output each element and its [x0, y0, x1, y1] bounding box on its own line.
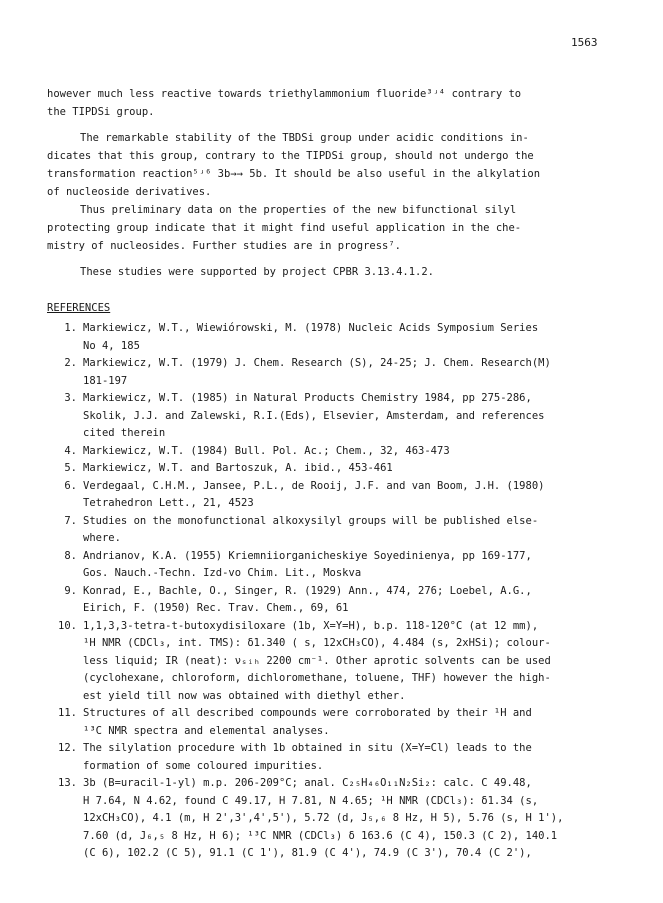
reference-line: Konrad, E., Bachle, O., Singer, R. (1929) Ann., 474, 276; Loebel, A.G.,: [83, 584, 532, 597]
reference-line: (C 6), 102.2 (C 5), 91.1 (C 1'), 81.9 (C 4'), 74.9 (C 3'), 70.4 (C 2'),: [83, 847, 532, 859]
reference-item: [47, 390, 607, 443]
reference-number: 5.: [64, 462, 77, 474]
text-line: protecting group indicate that it might find useful application in the che-: [47, 222, 522, 234]
reference-item: [47, 618, 607, 706]
reference-line: Markiewicz, W.T. (1979) J. Chem. Research (S), 24-25; J. Chem. Research(M): [83, 357, 551, 369]
reference-line: 181-197: [83, 374, 128, 387]
reference-line: Markiewicz, W.T. and Bartoszuk, A. ibid., 453-461: [83, 462, 393, 474]
paragraph-3: [47, 201, 607, 255]
reference-item: [47, 705, 607, 740]
reference-item: [47, 775, 607, 863]
reference-number: 1.: [64, 322, 77, 334]
reference-line: Tetrahedron Lett., 21, 4523: [83, 497, 254, 509]
reference-item: [47, 355, 607, 390]
reference-item: [47, 513, 607, 548]
reference-line: Studies on the monofunctional alkoxysilyl groups will be published else-: [83, 514, 539, 527]
reference-item: [47, 443, 607, 461]
reference-line: H 7.64, N 4.62, found C 49.17, H 7.81, N 4.65; ¹H NMR (CDCl₃): δ1.34 (s,: [83, 794, 539, 807]
paragraph-2: [47, 129, 607, 201]
reference-line: The silylation procedure with 1b obtained in situ (X=Y=Cl) leads to the: [83, 742, 532, 754]
reference-number: 4.: [64, 444, 77, 457]
reference-line: less liquid; IR (neat): νₛᵢₕ 2200 cm⁻¹. Other aprotic solvents can be used: [83, 654, 551, 667]
references-heading: REFERENCES: [47, 302, 111, 314]
reference-number: 6.: [64, 479, 77, 492]
reference-line: Markiewicz, W.T. (1985) in Natural Products Chemistry 1984, pp 275-286,: [83, 392, 532, 404]
reference-line: Markiewicz, W.T., Wiewiórowski, M. (1978) Nucleic Acids Symposium Series: [83, 322, 539, 334]
reference-line: 1,1,3,3-tetra-t-butoxydisiloxare (1b, X=Y=H), b.p. 118-120°C (at 12 mm),: [83, 619, 539, 632]
text-line: however much less reactive towards triethylammonium fluoride³ʴ⁴ contrary to: [47, 88, 522, 100]
reference-item: [47, 320, 607, 355]
text-line: mistry of nucleosides. Further studies are in progress⁷.: [47, 240, 402, 252]
text-line: transformation reaction⁵ʴ⁶ 3b→→ 5b. It should be also useful in the alkylation: [47, 168, 541, 180]
reference-number: 12.: [58, 742, 77, 754]
reference-number: 8.: [64, 549, 77, 562]
text-line: the TIPDSi group.: [47, 106, 155, 118]
reference-line: 12xCH₃CO), 4.1 (m, H 2',3',4',5'), 5.72 (d, J₅,₆ 8 Hz, H 5), 5.76 (s, H 1'),: [83, 812, 564, 824]
reference-number: 7.: [64, 514, 77, 527]
reference-item: [47, 460, 607, 478]
text-line: of nucleoside derivatives.: [47, 186, 212, 198]
reference-number: 10.: [58, 619, 77, 632]
reference-line: cited therein: [83, 427, 166, 439]
reference-list: [47, 320, 607, 863]
page-number: 1563: [571, 36, 598, 49]
reference-line: formation of some coloured impurities.: [83, 759, 324, 772]
reference-item: [47, 548, 607, 583]
paragraph-4: [47, 263, 607, 281]
reference-line: ¹³C NMR spectra and elemental analyses.: [83, 724, 330, 737]
body-text: [47, 85, 607, 863]
text-line: These studies were supported by project CPBR 3.13.4.1.2.: [80, 266, 435, 278]
reference-number: 3.: [64, 392, 77, 404]
reference-number: 11.: [58, 707, 77, 719]
reference-number: 13.: [58, 777, 77, 789]
reference-item: [47, 740, 607, 775]
reference-number: 2.: [64, 357, 77, 369]
reference-item: [47, 583, 607, 618]
text-line: dicates that this group, contrary to the TIPDSi group, should not undergo the: [47, 150, 534, 162]
reference-line: Skolik, J.J. and Zalewski, R.I.(Eds), Elsevier, Amsterdam, and references: [83, 409, 545, 422]
reference-line: (cyclohexane, chloroform, dichloromethane, toluene, THF) however the high-: [83, 672, 551, 684]
reference-line: Gos. Nauch.-Techn. Izd-vo Chim. Lit., Moskva: [83, 567, 362, 579]
reference-line: Eirich, F. (1950) Rec. Trav. Chem., 69, 61: [83, 602, 349, 614]
reference-line: 7.60 (d, J₆,₅ 8 Hz, H 6); ¹³C NMR (CDCl₃) δ 163.6 (C 4), 150.3 (C 2), 140.1: [83, 829, 558, 842]
reference-line: Verdegaal, C.H.M., Jansee, P.L., de Rooij, J.F. and van Boom, J.H. (1980): [83, 479, 545, 492]
reference-line: 3b (B=uracil-1-yl) m.p. 206-209°C; anal. C₂₅H₄₆O₁₁N₂Si₂: calc. C 49.48,: [83, 777, 532, 789]
reference-line: No 4, 185: [83, 339, 140, 352]
reference-line: est yield till now was obtained with diethyl ether.: [83, 689, 406, 702]
reference-line: ¹H NMR (CDCl₃, int. TMS): δ1.340 ( s, 12xCH₃CO), 4.484 (s, 2xHSi); colour-: [83, 637, 551, 649]
reference-line: where.: [83, 532, 121, 544]
paragraph-1: [47, 85, 607, 121]
reference-number: 9.: [64, 584, 77, 597]
text-line: Thus preliminary data on the properties of the new bifunctional silyl: [80, 204, 517, 216]
reference-line: Structures of all described compounds were corroborated by their ¹H and: [83, 707, 532, 719]
reference-line: Andrianov, K.A. (1955) Kriemniiorganicheskiye Soyedinienya, pp 169-177,: [83, 549, 532, 562]
reference-item: [47, 478, 607, 513]
text-line: The remarkable stability of the TBDSi group under acidic conditions in-: [80, 132, 529, 144]
reference-line: Markiewicz, W.T. (1984) Bull. Pol. Ac.; Chem., 32, 463-473: [83, 444, 450, 457]
